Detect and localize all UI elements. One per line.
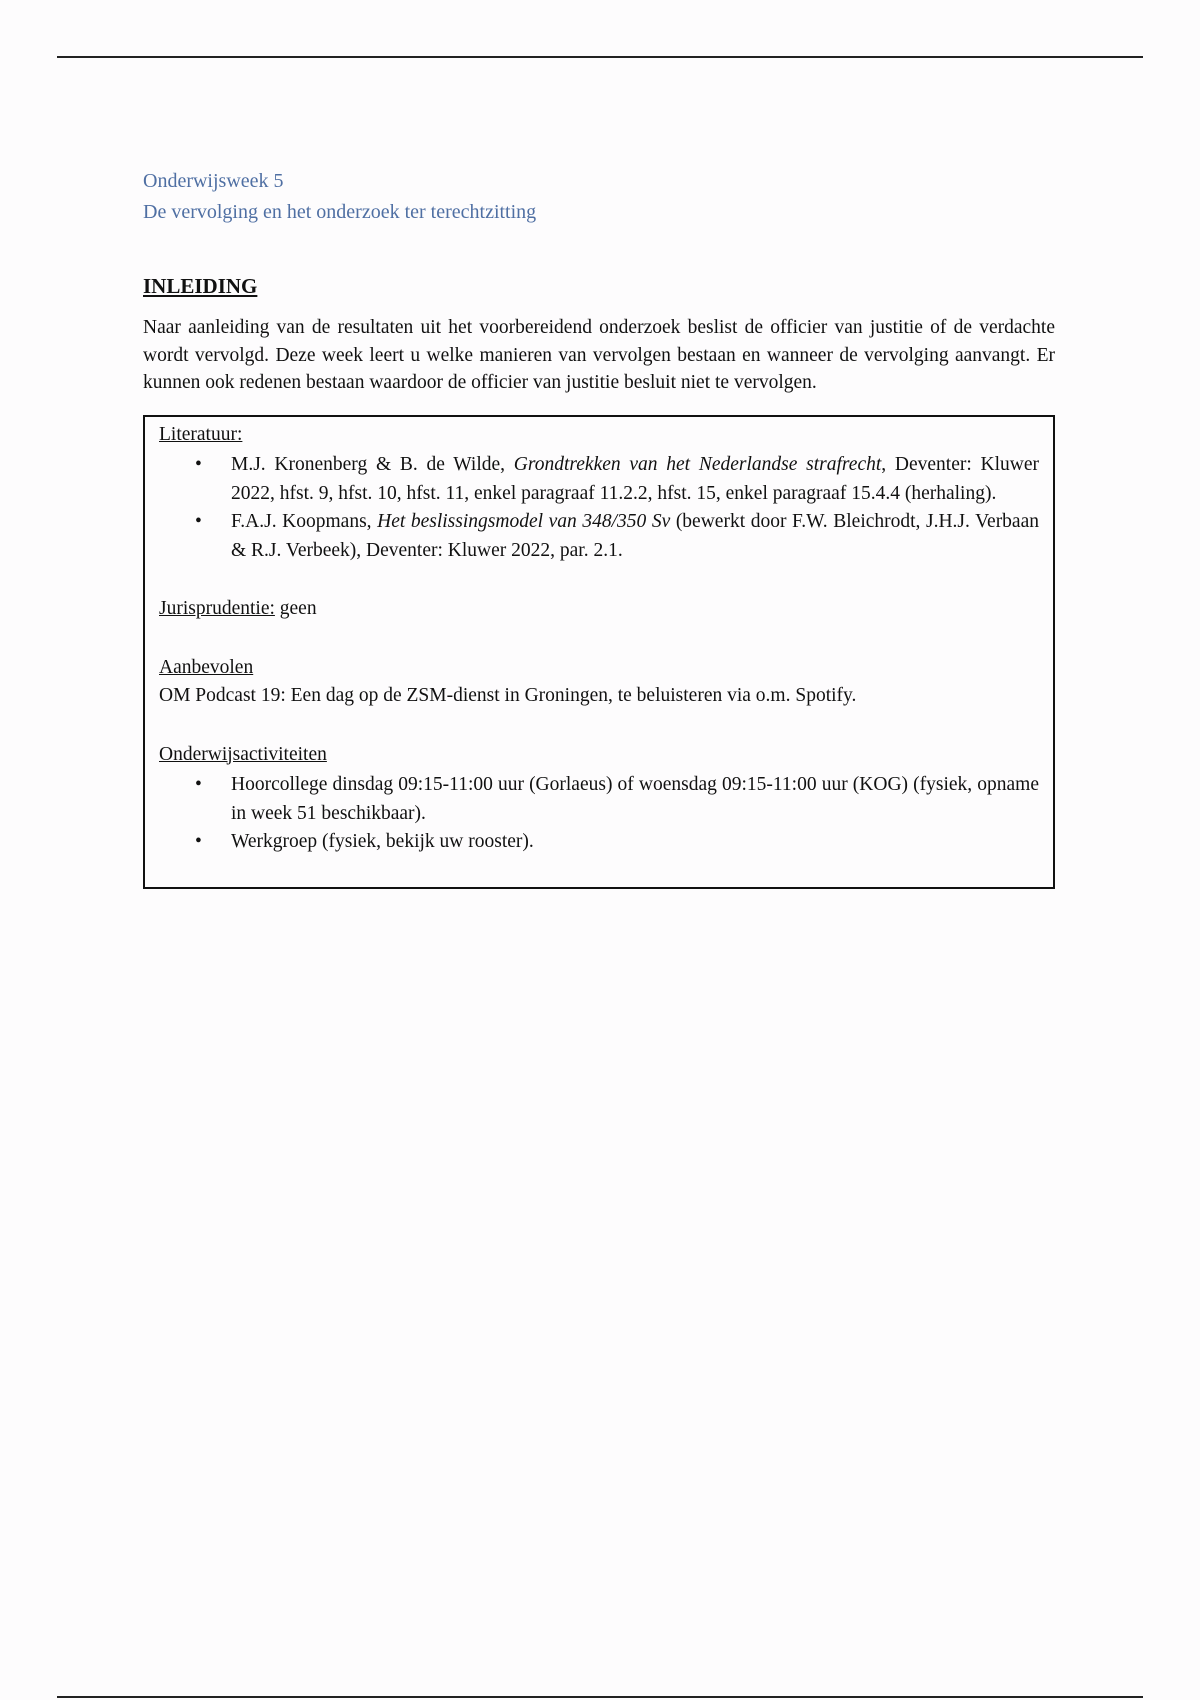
bullet-icon: • — [195, 831, 202, 852]
literatuur-item-details: , Deventer: Kluwer 2022, hfst. 9, hfst. 10, hfst. 11, enkel paragraaf 11.2.2, hfst. 15, enkel paragraaf 15.4.4 (herhaling). — [231, 454, 1040, 504]
literatuur-item-author: M.J. Kronenberg & B. de Wilde, — [231, 454, 514, 475]
aanbevolen-text: OM Podcast 19: Een dag op de ZSM-dienst in Groningen, te beluisteren via o.m. Spotify. — [159, 685, 857, 706]
page-content — [143, 166, 1055, 889]
top-rule — [57, 56, 1143, 58]
intro-paragraph: Naar aanleiding van de resultaten uit het voorbereidend onderzoek beslist de officier van justitie of de verdachte wordt vervolgd. Deze week leert u welke manieren van vervolgen bestaan en wanneer de vervolging aanvangt. Er kunnen ook redenen bestaan waardoor de officier van justitie besluit niet te vervolgen. — [143, 317, 1055, 393]
literatuur-section — [159, 421, 1039, 566]
literatuur-item-title: Het beslissingsmodel van 348/350 Sv — [377, 511, 671, 532]
activiteit-text: Hoorcollege dinsdag 09:15-11:00 uur (Gorlaeus) of woensdag 09:15-11:00 uur (KOG) (fysiek, opname in week 51 beschikbaar). — [231, 774, 1039, 824]
literatuur-item-author: F.A.J. Koopmans, — [231, 511, 378, 532]
activiteiten-section — [159, 741, 1039, 857]
activiteit-item — [159, 828, 1039, 857]
activiteiten-label: Onderwijsactiviteiten — [159, 743, 327, 765]
intro-title: INLEIDING — [143, 274, 258, 298]
aanbevolen-label: Aanbevolen — [159, 656, 254, 678]
jurisprudentie-label: Jurisprudentie: — [159, 598, 275, 619]
literatuur-item — [159, 451, 1039, 508]
bullet-icon: • — [195, 454, 202, 475]
activiteit-item — [159, 771, 1039, 828]
literatuur-item-details: (bewerkt door F.W. Bleichrodt, J.H.J. Verbaan & R.J. Verbeek), Deventer: Kluwer 2022, par. 2.1. — [231, 511, 1039, 561]
week-heading: Onderwijsweek 5 — [143, 170, 284, 192]
activiteit-text: Werkgroep (fysiek, bekijk uw rooster). — [231, 831, 534, 852]
bullet-icon: • — [195, 774, 202, 795]
literatuur-item — [159, 508, 1039, 565]
aanbevolen-section — [159, 654, 1039, 711]
course-info-box — [143, 415, 1055, 889]
literatuur-item-title: Grondtrekken van het Nederlandse strafrecht — [513, 454, 882, 475]
literatuur-label: Literatuur: — [159, 423, 243, 445]
jurisprudentie-section — [159, 595, 1039, 624]
spacer — [159, 624, 1039, 654]
week-subtitle: De vervolging en het onderzoek ter terechtzitting — [143, 201, 537, 223]
activiteiten-list — [159, 771, 1039, 857]
literatuur-list — [159, 451, 1039, 565]
spacer — [159, 565, 1039, 595]
spacer — [159, 711, 1039, 741]
jurisprudentie-value: geen — [274, 598, 317, 619]
bottom-rule — [57, 1696, 1143, 1698]
bullet-icon: • — [195, 511, 202, 532]
